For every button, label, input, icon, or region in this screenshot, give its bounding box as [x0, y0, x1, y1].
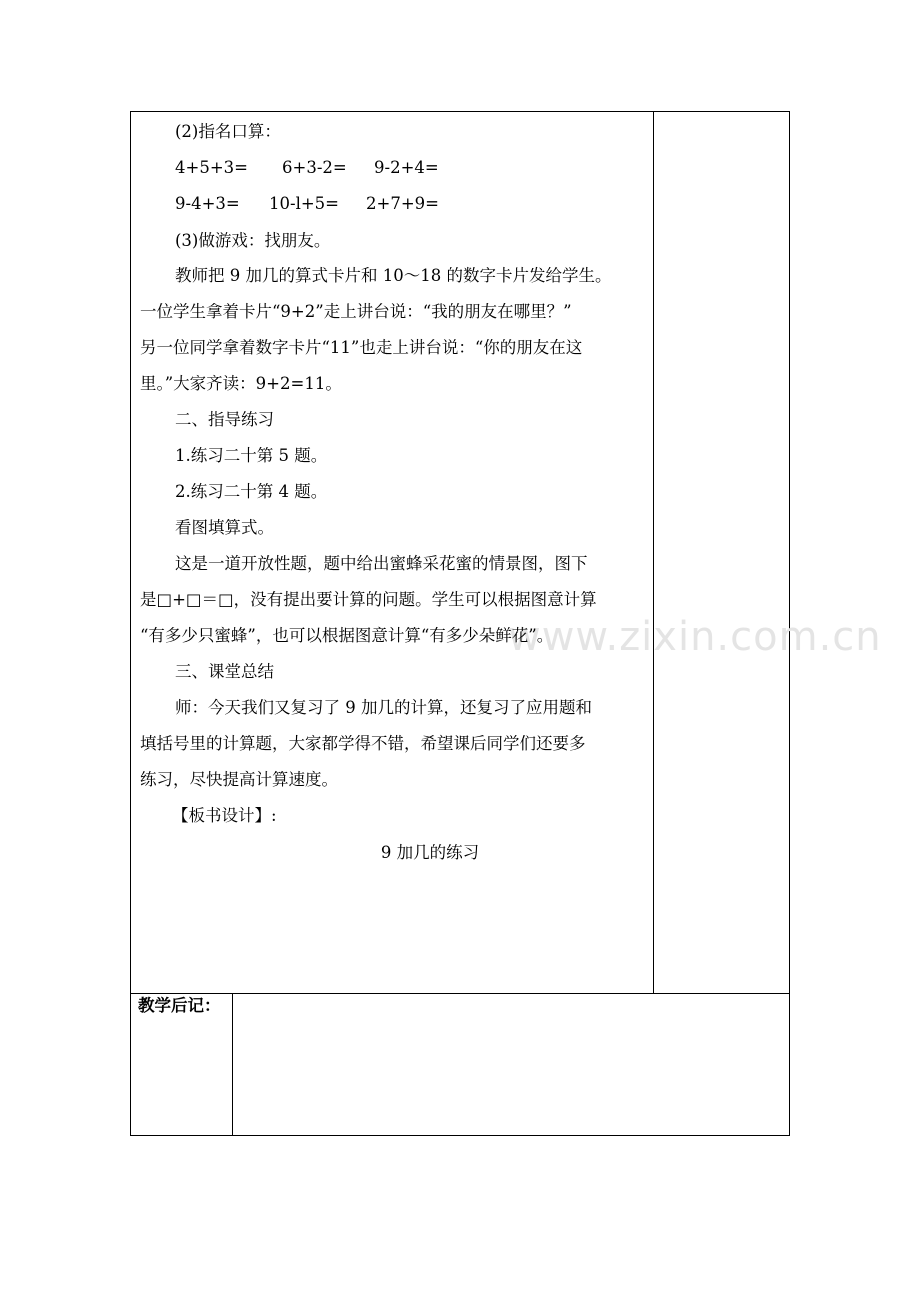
- paragraph-line: “有多少只蜜蜂”，也可以根据图意计算“有多少朵鲜花”。: [140, 626, 554, 645]
- paragraph-line: 是□+□＝□，没有提出要计算的问题。学生可以根据图意计算: [140, 590, 597, 609]
- board-design-label: 【板书设计】:: [172, 806, 277, 825]
- exercise-item: 2.练习二十第 4 题。: [175, 482, 328, 501]
- afterword-label: 教学后记：: [138, 996, 221, 1015]
- watermark: www.zixin.com.cn: [508, 614, 882, 660]
- section-title: 三、课堂总结: [175, 662, 274, 681]
- paragraph-line: 教师把 9 加几的算式卡片和 10～18 的数字卡片发给学生。: [175, 266, 612, 285]
- paragraph-line: 师：今天我们又复习了 9 加几的计算，还复习了应用题和: [175, 698, 592, 717]
- paragraph-line: 练习，尽快提高计算速度。: [140, 770, 338, 789]
- item3-heading: (3)做游戏：找朋友。: [175, 231, 331, 250]
- calc-expression: 9-4+3=: [175, 194, 240, 213]
- paragraph-line: 另一位同学拿着数字卡片“11”也走上讲台说：“你的朋友在这: [140, 338, 583, 357]
- exercise-item: 1.练习二十第 5 题。: [175, 446, 328, 465]
- afterword-notes-cell: [232, 993, 790, 1136]
- section-title: 二、指导练习: [175, 410, 274, 429]
- calc-expression: 6+3-2=: [282, 158, 347, 177]
- calc-expression: 10-l+5=: [269, 194, 339, 213]
- board-title: 9 加几的练习: [380, 843, 480, 862]
- calc-expression: 4+5+3=: [175, 158, 248, 177]
- paragraph-line: 一位学生拿着卡片“9+2”走上讲台说：“我的朋友在哪里？”: [140, 302, 572, 321]
- calc-expression: 2+7+9=: [366, 194, 439, 213]
- item2-heading: (2)指名口算：: [175, 122, 281, 141]
- side-notes-cell: [653, 111, 790, 994]
- paragraph-line: 看图填算式。: [175, 518, 274, 537]
- paragraph-line: 里。”大家齐读：9+2=11。: [140, 374, 342, 393]
- paragraph-line: 填括号里的计算题，大家都学得不错，希望课后同学们还要多: [140, 734, 586, 753]
- calc-expression: 9-2+4=: [374, 158, 439, 177]
- paragraph-line: 这是一道开放性题，题中给出蜜蜂采花蜜的情景图，图下: [175, 554, 588, 573]
